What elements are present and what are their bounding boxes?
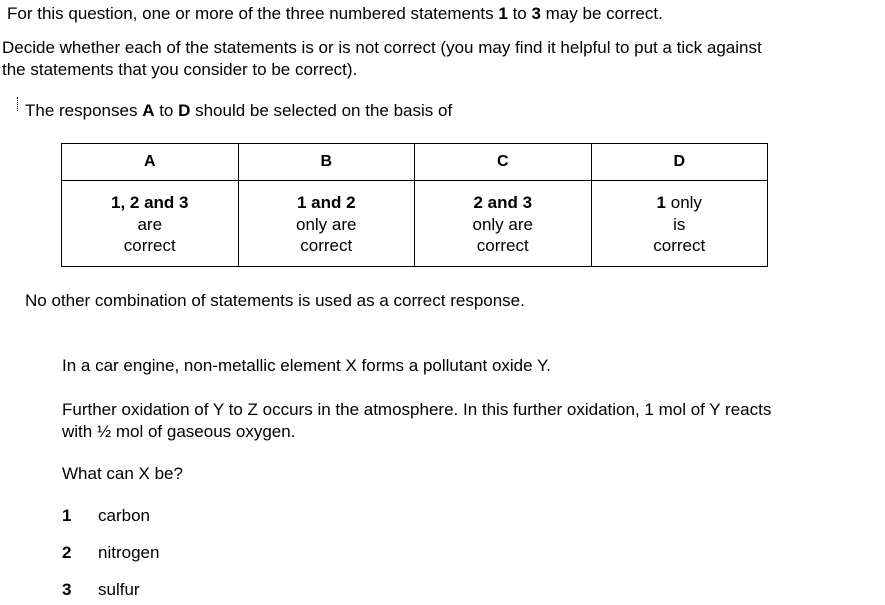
question-prompt: What can X be? bbox=[62, 464, 183, 483]
option-number: 1 bbox=[62, 506, 72, 525]
instruction-line-2: Decide whether each of the statements is or is not correct (you may find it helpful to put a tick against bbox=[2, 38, 762, 57]
key-cell-d: 1 only is correct bbox=[591, 181, 768, 267]
key-header-b: B bbox=[238, 144, 415, 181]
key-cell-b: 1 and 2 only are correct bbox=[238, 181, 415, 267]
option-3 bbox=[62, 580, 140, 600]
question-line-3: with ½ mol of gaseous oxygen. bbox=[62, 422, 296, 441]
option-1 bbox=[62, 506, 150, 526]
question-line-1: In a car engine, non-metallic element X forms a pollutant oxide Y. bbox=[62, 356, 551, 375]
no-other-combination-note: No other combination of statements is used as a correct response. bbox=[25, 291, 525, 310]
key-header-a: A bbox=[62, 144, 239, 181]
option-2 bbox=[62, 543, 159, 563]
key-cell-a: 1, 2 and 3 are correct bbox=[62, 181, 239, 267]
option-number: 3 bbox=[62, 580, 72, 599]
option-number: 2 bbox=[62, 543, 72, 562]
responses-intro: The responses A to D should be selected on the basis of bbox=[25, 101, 453, 120]
key-header-c: C bbox=[415, 144, 592, 181]
instruction-line-1: For this question, one or more of the three numbered statements 1 to 3 may be correct. bbox=[7, 4, 663, 23]
instruction-line-3: the statements that you consider to be correct). bbox=[2, 60, 358, 79]
key-cell-c: 2 and 3 only are correct bbox=[415, 181, 592, 267]
response-key-table bbox=[61, 143, 768, 267]
option-text: nitrogen bbox=[98, 543, 160, 562]
option-text: carbon bbox=[98, 506, 150, 525]
key-body-row bbox=[62, 181, 768, 267]
margin-mark bbox=[17, 97, 20, 111]
question-line-2: Further oxidation of Y to Z occurs in the atmosphere. In this further oxidation, 1 mol of Y reacts bbox=[62, 400, 772, 419]
key-header-d: D bbox=[591, 144, 768, 181]
option-text: sulfur bbox=[98, 580, 140, 599]
key-header-row bbox=[62, 144, 768, 181]
